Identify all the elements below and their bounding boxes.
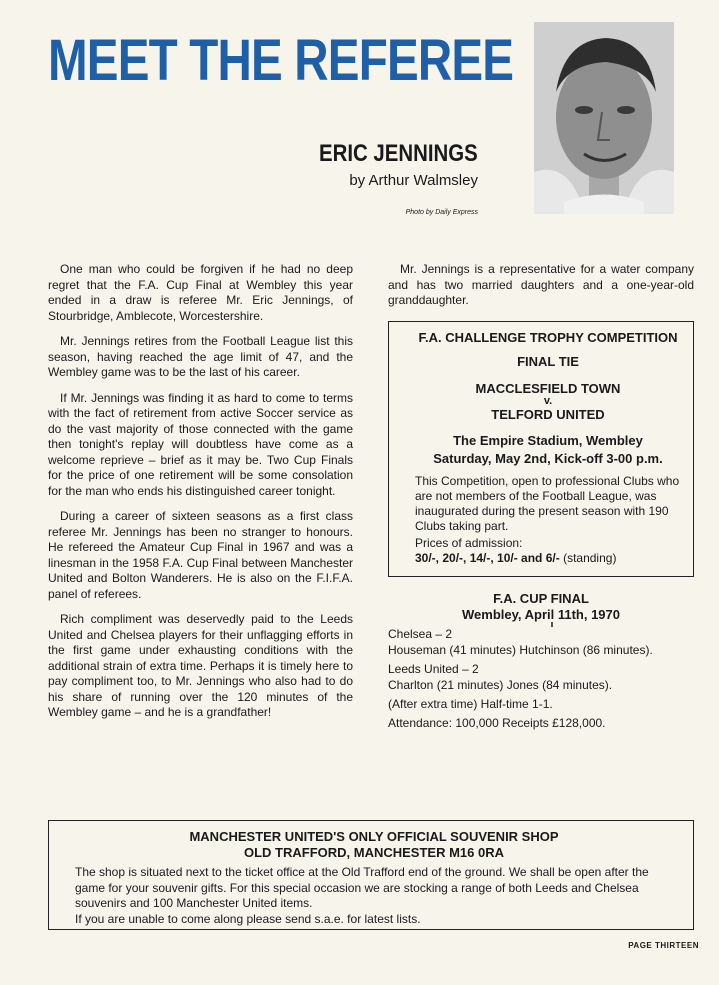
- team-score: Leeds United – 2: [388, 661, 479, 676]
- team-one: MACCLESFIELD TOWN: [475, 380, 621, 396]
- print-mark: [551, 622, 553, 627]
- trophy-final-box: [388, 321, 694, 577]
- attendance: Attendance: 100,000 Receipts £128,000.: [388, 715, 606, 730]
- photo-credit: Photo by Daily Express: [405, 209, 478, 216]
- match-date: Saturday, May 2nd, Kick-off 3-00 p.m.: [433, 450, 663, 466]
- cup-final-date: Wembley, April 11th, 1970: [462, 606, 620, 622]
- shop-closing: If you are unable to come along please send s.a.e. for latest lists.: [75, 911, 421, 926]
- referee-name: ERIC JENNINGS: [319, 140, 478, 167]
- prices-label: Prices of admission:: [415, 535, 523, 550]
- article-paragraph: During a career of sixteen seasons as a first class referee Mr. Jennings has been no stranger to honours. He refereed the Amateur Cup Final in 1967 and was a linesman in the 1958 F.A. Cup Final between Manchester United and Bolton Wanderers. He is also on the F.I.F.A. panel of referees.: [48, 509, 353, 601]
- article-left-column: [48, 262, 353, 731]
- prices: [415, 551, 681, 566]
- page-number: PAGE THIRTEEN: [628, 941, 699, 950]
- cup-final-heading: F.A. CUP FINAL: [493, 590, 589, 606]
- trophy-subheading: FINAL TIE: [517, 353, 579, 369]
- page-title: MEET THE REFEREE: [48, 28, 514, 93]
- article-paragraph: Mr. Jennings retires from the Football League list this season, having reached the age limit of 47, and the Wembley game was to be the last of his career.: [48, 334, 353, 379]
- article-paragraph: If Mr. Jennings was finding it as hard to come to terms with the fact of retirement from active Soccer service as do the vast majority of those connected with the game then tonight's replay will doubtless have come as a welcome reprieve – brief as it may be. Two Cup Finals for the price of one retirement will be some consolation for the man who ends his distinguished career tonight.: [48, 390, 353, 498]
- cup-final-result: [388, 591, 694, 731]
- shop-heading: MANCHESTER UNITED'S ONLY OFFICIAL SOUVENIR SHOP: [189, 829, 559, 844]
- price-list: 30/-, 20/-, 14/-, 10/- and 6/-: [415, 550, 560, 565]
- versus-label: v.: [543, 394, 553, 407]
- article-right-column: [388, 262, 694, 731]
- team-scorers: Charlton (21 minutes) Jones (84 minutes).: [388, 677, 613, 692]
- article-paragraph: Rich compliment was deservedly paid to the Leeds United and Chelsea players for their unflagging efforts in the first game under exhausting conditions with the additional strain of extra time. Perhaps it is timely here to pay compliment too, to Mr. Jennings who also had to do his share of running over the 120 minutes of the Wembley game – and he is a grandfather!: [48, 612, 353, 719]
- author-byline: by Arthur Walmsley: [349, 172, 478, 189]
- shop-description: The shop is situated next to the ticket office at the Old Trafford end of the ground. We shall be open after the game for your souvenir gifts. For this special occasion we are stocking a range of both Leeds and Chelsea souvenirs and 100 Manchester United items.: [75, 865, 649, 910]
- article-paragraph: One man who could be forgiven if he had no deep regret that the F.A. Cup Final at Wembley this year ended in a draw is referee Mr. Eric Jennings, of Stourbridge, Amblecote, Worcestershire.: [48, 262, 353, 323]
- price-note: (standing): [563, 550, 617, 565]
- article-paragraph: Mr. Jennings is a representative for a water company and has two married daughters and a one-year-old granddaughter.: [388, 262, 694, 307]
- referee-photo: [534, 22, 674, 214]
- team-scorers: Houseman (41 minutes) Hutchinson (86 minutes).: [388, 642, 653, 657]
- extra-time-note: (After extra time) Half-time 1-1.: [388, 696, 553, 711]
- souvenir-shop-box: [48, 820, 694, 930]
- team-two: TELFORD UNITED: [491, 406, 605, 422]
- trophy-heading: F.A. CHALLENGE TROPHY COMPETITION: [418, 329, 678, 345]
- venue: The Empire Stadium, Wembley: [453, 432, 643, 448]
- team-score: Chelsea – 2: [388, 626, 453, 641]
- shop-address: OLD TRAFFORD, MANCHESTER M16 0RA: [243, 845, 504, 860]
- competition-description: This Competition, open to professional Clubs who are not members of the Football League, was inaugurated during the present season with 190 Clubs taking part.: [415, 473, 680, 533]
